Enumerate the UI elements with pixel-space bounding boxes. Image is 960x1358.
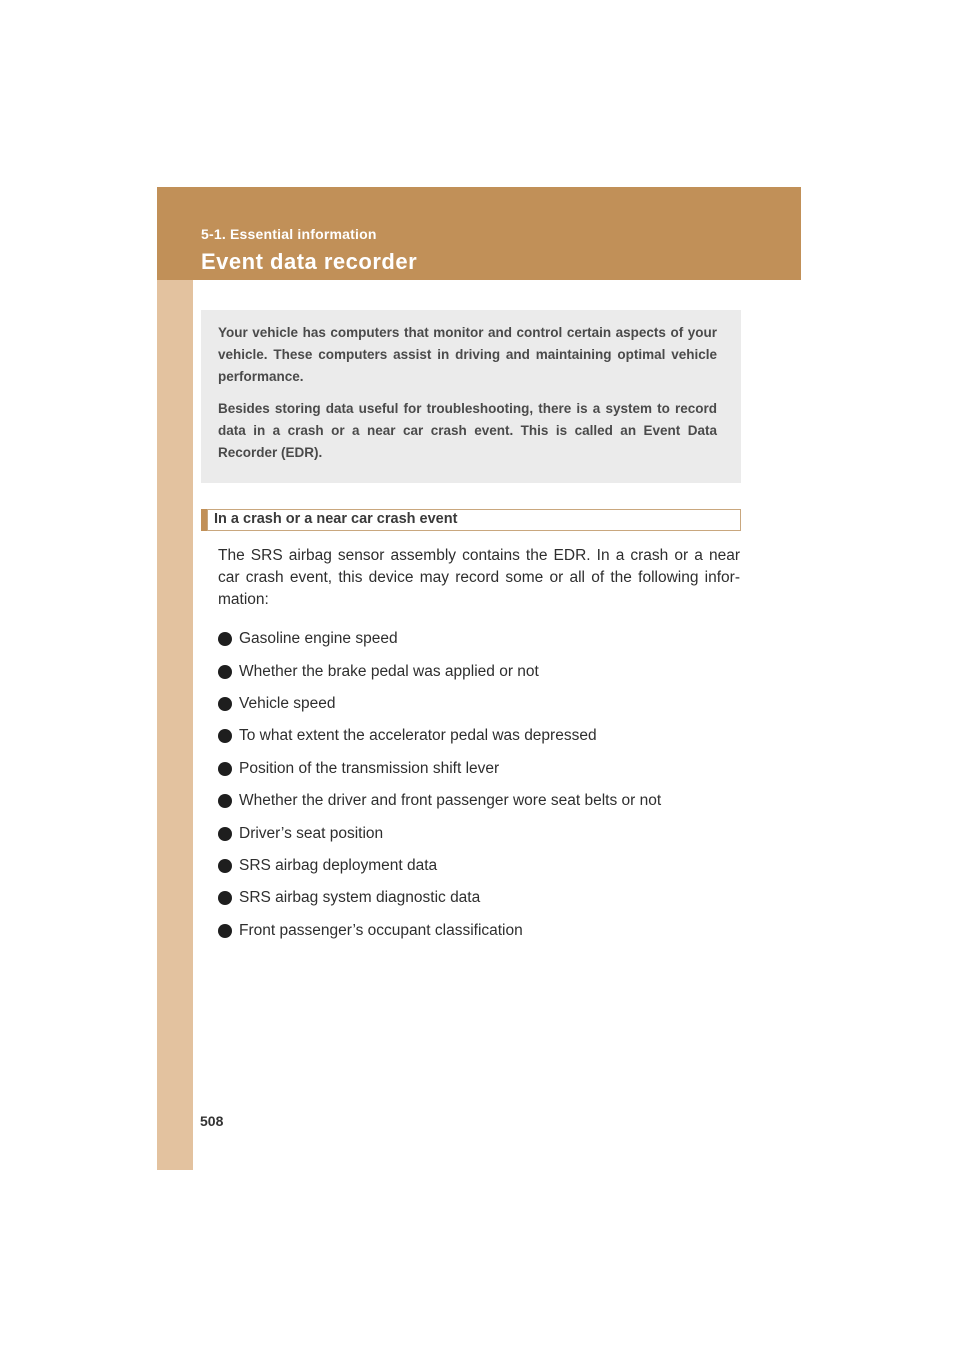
bullet-icon <box>218 632 232 646</box>
list-item-text: Whether the brake pedal was applied or not <box>239 662 539 680</box>
list-item <box>218 688 661 720</box>
side-strip <box>157 280 193 1170</box>
bullet-icon <box>218 665 232 679</box>
list-item <box>218 817 661 849</box>
section-body: The SRS airbag sensor assembly contains the EDR. In a crash or a near car crash event, this device may record some or all of the following infor-mation: <box>218 547 740 608</box>
list-item-text: Whether the driver and front passenger wore seat belts or not <box>239 792 662 810</box>
list-item-text: SRS airbag deployment data <box>239 856 438 874</box>
bullet-icon <box>218 859 232 873</box>
bullet-icon <box>218 891 232 905</box>
recorded-data-list <box>218 623 661 947</box>
list-item <box>218 753 661 785</box>
bullet-icon <box>218 762 232 776</box>
bullet-icon <box>218 794 232 808</box>
list-item <box>218 655 661 687</box>
section-heading: In a crash or a near car crash event <box>214 511 458 527</box>
intro-paragraph: Your vehicle has computers that monitor and control certain aspects of your vehicle. These computers assist in driving and maintaining optimal vehicle performance. <box>218 325 717 384</box>
bullet-icon <box>218 827 232 841</box>
bullet-icon <box>218 697 232 711</box>
list-item-text: Driver’s seat position <box>239 824 384 842</box>
list-item <box>218 720 661 752</box>
list-item-text: Vehicle speed <box>239 694 336 712</box>
bullet-icon <box>218 924 232 938</box>
page-title: Event data recorder <box>201 249 418 274</box>
list-item-text: Position of the transmission shift lever <box>239 759 500 777</box>
list-item-text: Front passenger’s occupant classification <box>239 921 523 939</box>
intro-paragraph: Besides storing data useful for troubleshooting, there is a system to record data in a crash or a near car crash event. This is called an Event Data Recorder (EDR). <box>218 401 717 460</box>
list-item-text: SRS airbag system diagnostic data <box>239 889 481 907</box>
section-label: 5-1. Essential information <box>201 226 377 242</box>
list-item <box>218 882 661 914</box>
bullet-icon <box>218 729 232 743</box>
page-number: 508 <box>200 1113 224 1129</box>
list-item-text: Gasoline engine speed <box>239 630 398 648</box>
list-item <box>218 915 661 947</box>
list-item <box>218 623 661 655</box>
intro-box <box>201 310 741 483</box>
list-item-text: To what extent the accelerator pedal was depressed <box>239 727 597 745</box>
list-item <box>218 850 661 882</box>
list-item <box>218 785 661 817</box>
